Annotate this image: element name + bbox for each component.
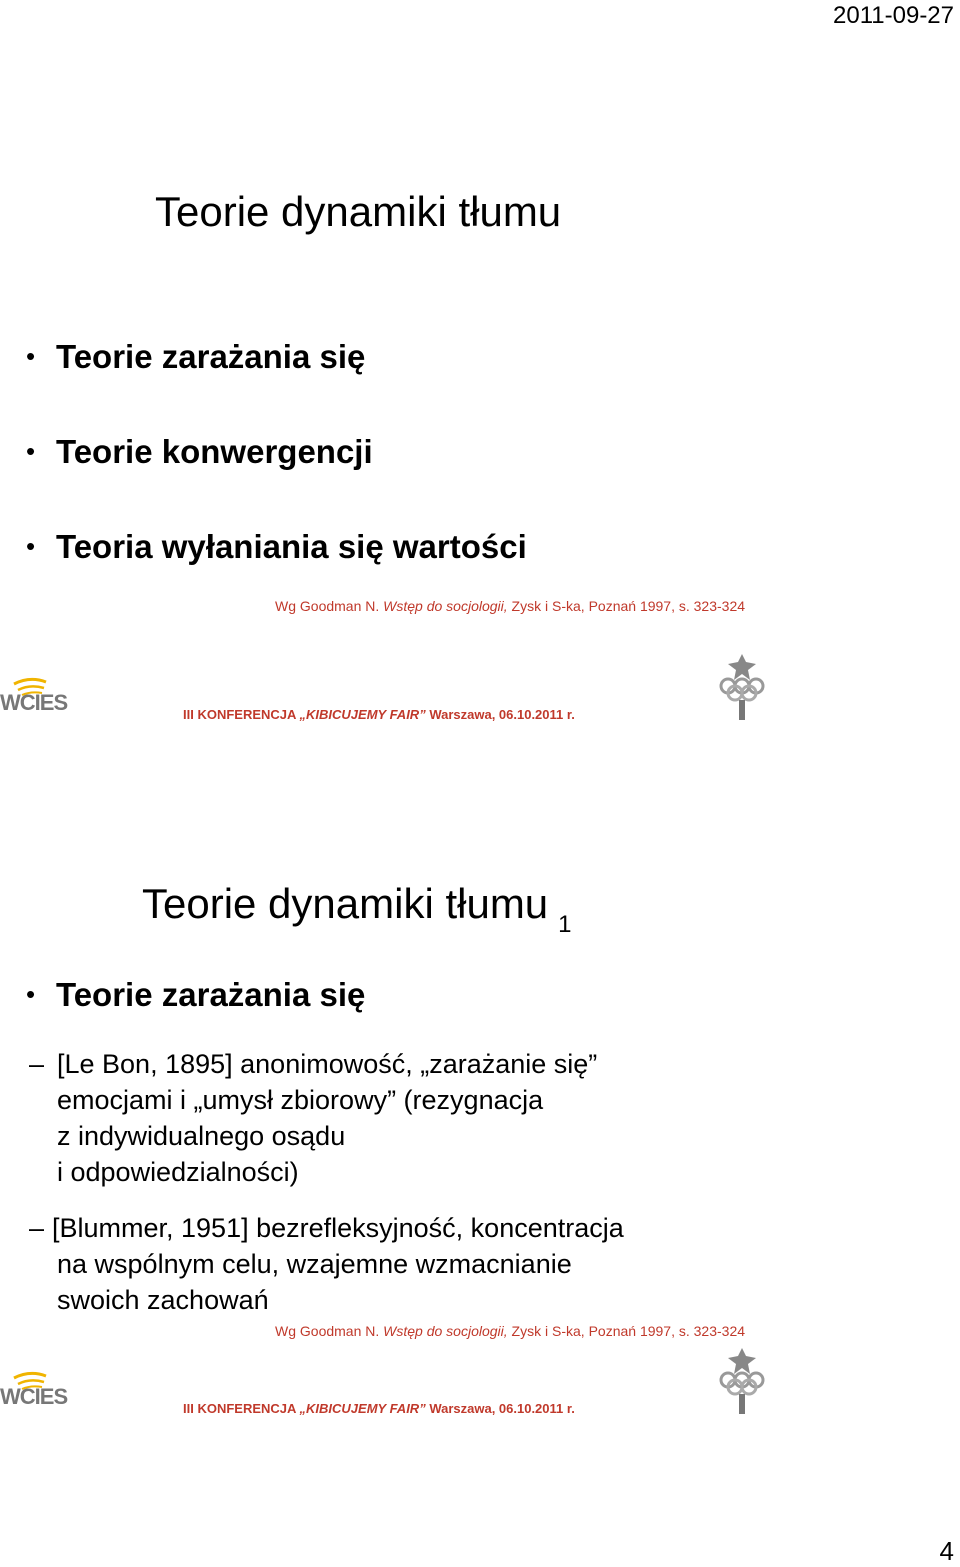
slide1-bullet-1: • Teorie zarażania się <box>26 338 366 375</box>
wcies-logo-text: WCIES <box>0 1384 68 1409</box>
bullet-dot-icon: • <box>26 531 36 561</box>
slide2-subitem-2: – [Blummer, 1951] bezrefleksyjność, koncentracja na wspólnym celu, wzajemne wzmacnianie swoich zachowań <box>57 1210 624 1318</box>
slide1-source: Wg Goodman N. Wstęp do socjologii, Zysk i S-ka, Poznań 1997, s. 323-324 <box>275 598 746 614</box>
bullet-dot-icon: • <box>26 341 36 371</box>
dash-icon: – <box>29 1213 45 1243</box>
slide2-bullet: • Teorie zarażania się <box>26 976 366 1013</box>
olympic-emblem <box>718 652 766 724</box>
wcies-logo <box>0 1370 68 1412</box>
slide1-title: Teorie dynamiki tłumu <box>155 188 562 235</box>
wcies-logo <box>0 676 68 718</box>
page-number: 4 <box>939 1536 954 1566</box>
eagle-olympic-rings-icon <box>718 652 766 724</box>
slide2-title: Teorie dynamiki tłumu $_1$ <box>142 880 572 938</box>
slide1-bullet-3: • Teoria wyłaniania się wartości <box>26 528 527 565</box>
page-date: 2011-09-27 <box>833 2 954 29</box>
olympic-emblem <box>718 1346 766 1418</box>
wcies-logo-text: WCIES <box>0 690 68 715</box>
slide2-source: Wg Goodman N. Wstęp do socjologii, Zysk i S-ka, Poznań 1997, s. 323-324 <box>275 1323 746 1339</box>
bullet-dot-icon: • <box>26 979 36 1009</box>
slide1-conference-footer: III KONFERENCJA „KIBICUJEMY FAIR” Warszawa, 06.10.2011 r. <box>183 707 575 722</box>
slide2-subitem-1: – [Le Bon, 1895] anonimowość, „zarażanie się” emocjami i „umysł zbiorowy” (rezygnacja z indywidualnego osądu i odpowiedzialności) <box>57 1046 597 1190</box>
slide1-bullet-2: • Teorie konwergencji <box>26 433 373 470</box>
dash-icon: – <box>29 1049 45 1079</box>
bullet-dot-icon: • <box>26 436 36 466</box>
slide2-conference-footer: III KONFERENCJA „KIBICUJEMY FAIR” Warszawa, 06.10.2011 r. <box>183 1401 575 1416</box>
eagle-olympic-rings-icon <box>718 1346 766 1418</box>
